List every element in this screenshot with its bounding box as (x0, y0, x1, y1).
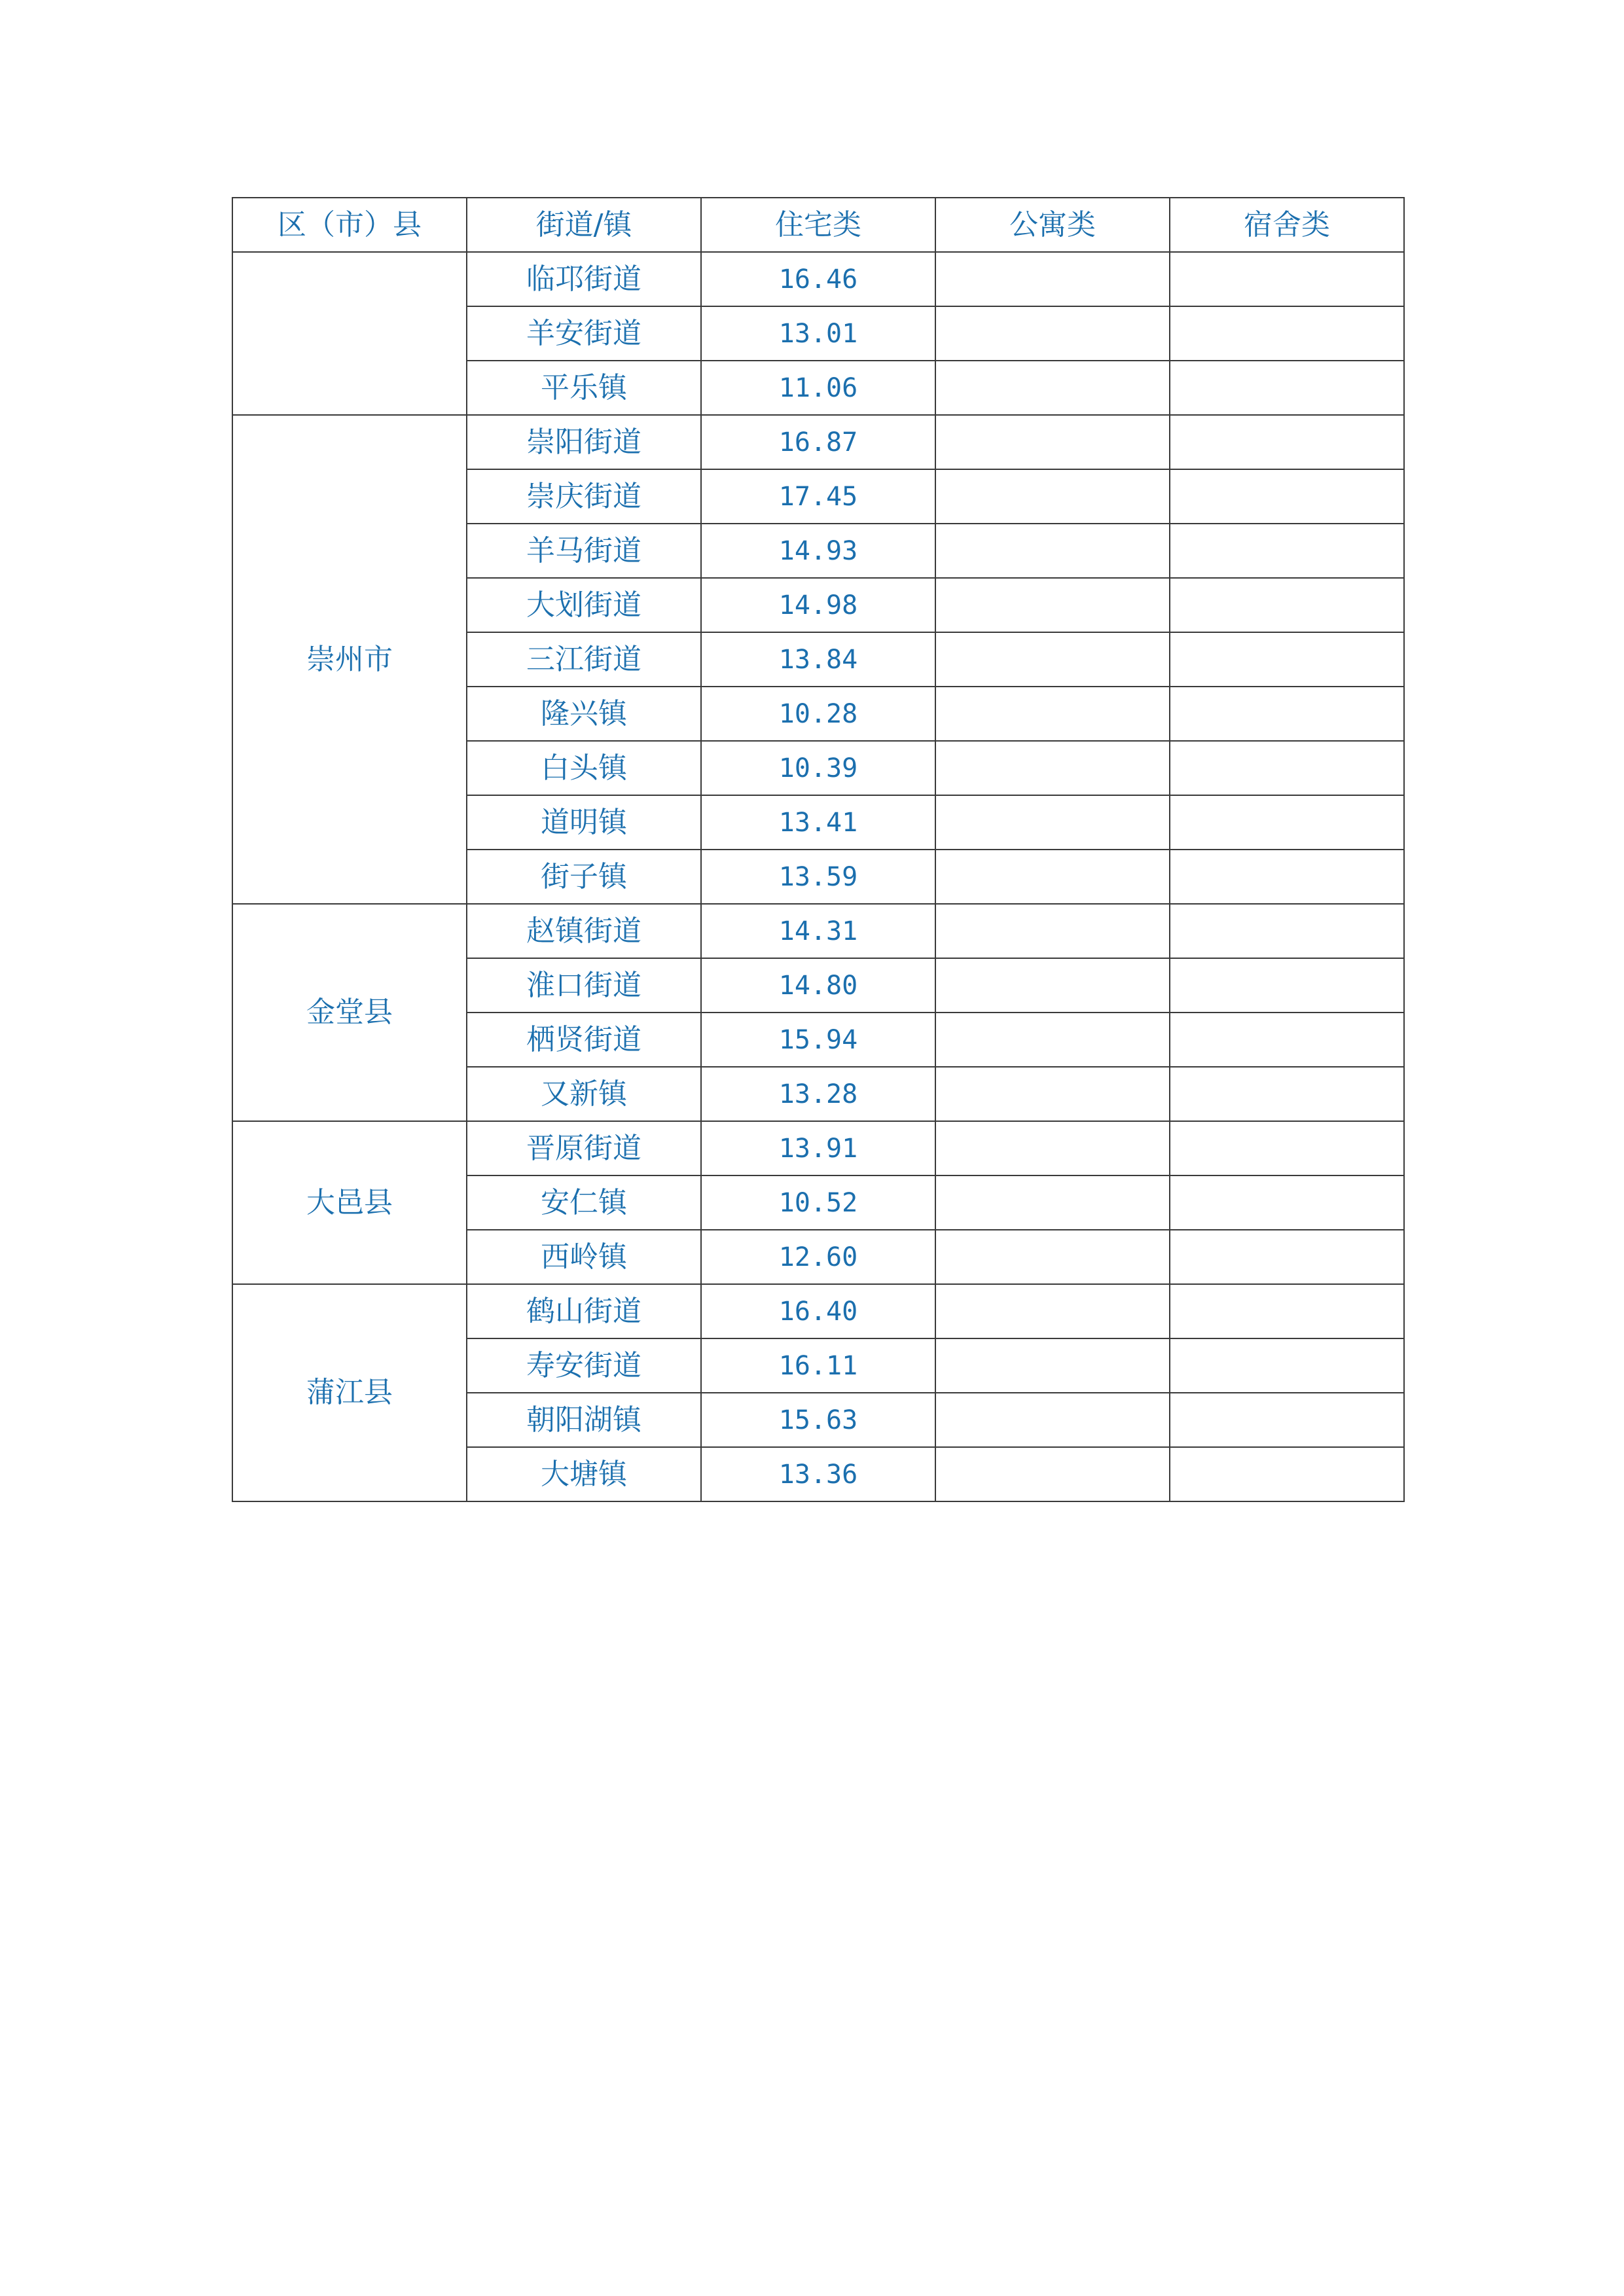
apartment-price-cell (935, 741, 1170, 795)
residential-price-cell: 13.84 (701, 632, 935, 687)
residential-price-cell: 10.28 (701, 687, 935, 741)
apartment-price-cell (935, 1067, 1170, 1121)
table-row (232, 904, 1404, 958)
apartment-price-cell (935, 904, 1170, 958)
table-row (232, 1284, 1404, 1338)
residential-price-cell: 13.59 (701, 850, 935, 904)
dormitory-price-cell (1170, 904, 1404, 958)
residential-price-cell: 15.63 (701, 1393, 935, 1447)
dormitory-price-cell (1170, 306, 1404, 361)
header-dormitory: 宿舍类 (1170, 198, 1404, 252)
apartment-price-cell (935, 415, 1170, 469)
street-cell: 朝阳湖镇 (467, 1393, 701, 1447)
apartment-price-cell (935, 1338, 1170, 1393)
residential-price-cell: 10.39 (701, 741, 935, 795)
dormitory-price-cell (1170, 524, 1404, 578)
residential-price-cell: 15.94 (701, 1013, 935, 1067)
residential-price-cell: 11.06 (701, 361, 935, 415)
street-cell: 三江街道 (467, 632, 701, 687)
dormitory-price-cell (1170, 469, 1404, 524)
street-cell: 平乐镇 (467, 361, 701, 415)
residential-price-cell: 16.11 (701, 1338, 935, 1393)
apartment-price-cell (935, 1121, 1170, 1175)
apartment-price-cell (935, 1230, 1170, 1284)
street-cell: 道明镇 (467, 795, 701, 850)
street-cell: 街子镇 (467, 850, 701, 904)
dormitory-price-cell (1170, 687, 1404, 741)
header-apartment: 公寓类 (935, 198, 1170, 252)
street-cell: 寿安街道 (467, 1338, 701, 1393)
dormitory-price-cell (1170, 795, 1404, 850)
street-cell: 羊安街道 (467, 306, 701, 361)
residential-price-cell: 13.91 (701, 1121, 935, 1175)
residential-price-cell: 14.31 (701, 904, 935, 958)
dormitory-price-cell (1170, 1284, 1404, 1338)
dormitory-price-cell (1170, 361, 1404, 415)
district-cell: 大邑县 (232, 1121, 467, 1284)
dormitory-price-cell (1170, 1067, 1404, 1121)
street-cell: 大划街道 (467, 578, 701, 632)
dormitory-price-cell (1170, 1121, 1404, 1175)
apartment-price-cell (935, 1175, 1170, 1230)
residential-price-cell: 10.52 (701, 1175, 935, 1230)
dormitory-price-cell (1170, 252, 1404, 306)
street-cell: 晋原街道 (467, 1121, 701, 1175)
apartment-price-cell (935, 578, 1170, 632)
apartment-price-cell (935, 1013, 1170, 1067)
residential-price-cell: 13.28 (701, 1067, 935, 1121)
residential-price-cell: 17.45 (701, 469, 935, 524)
dormitory-price-cell (1170, 578, 1404, 632)
district-cell (232, 252, 467, 415)
street-cell: 淮口街道 (467, 958, 701, 1013)
district-cell: 金堂县 (232, 904, 467, 1121)
apartment-price-cell (935, 687, 1170, 741)
residential-price-cell: 13.01 (701, 306, 935, 361)
dormitory-price-cell (1170, 958, 1404, 1013)
district-cell: 崇州市 (232, 415, 467, 904)
dormitory-price-cell (1170, 850, 1404, 904)
street-cell: 临邛街道 (467, 252, 701, 306)
table-row (232, 415, 1404, 469)
apartment-price-cell (935, 1284, 1170, 1338)
residential-price-cell: 12.60 (701, 1230, 935, 1284)
dormitory-price-cell (1170, 1175, 1404, 1230)
dormitory-price-cell (1170, 1447, 1404, 1501)
table-row (232, 1121, 1404, 1175)
street-cell: 隆兴镇 (467, 687, 701, 741)
residential-price-cell: 16.46 (701, 252, 935, 306)
apartment-price-cell (935, 1393, 1170, 1447)
apartment-price-cell (935, 795, 1170, 850)
dormitory-price-cell (1170, 1338, 1404, 1393)
table-header-row (232, 198, 1404, 252)
street-cell: 栖贤街道 (467, 1013, 701, 1067)
apartment-price-cell (935, 850, 1170, 904)
apartment-price-cell (935, 361, 1170, 415)
dormitory-price-cell (1170, 1230, 1404, 1284)
dormitory-price-cell (1170, 632, 1404, 687)
street-cell: 崇阳街道 (467, 415, 701, 469)
apartment-price-cell (935, 306, 1170, 361)
street-cell: 又新镇 (467, 1067, 701, 1121)
header-street: 街道/镇 (467, 198, 701, 252)
dormitory-price-cell (1170, 415, 1404, 469)
street-cell: 西岭镇 (467, 1230, 701, 1284)
residential-price-cell: 14.80 (701, 958, 935, 1013)
header-residential: 住宅类 (701, 198, 935, 252)
street-cell: 大塘镇 (467, 1447, 701, 1501)
table-body (232, 252, 1404, 1501)
header-district: 区（市）县 (232, 198, 467, 252)
dormitory-price-cell (1170, 1013, 1404, 1067)
apartment-price-cell (935, 252, 1170, 306)
dormitory-price-cell (1170, 741, 1404, 795)
street-cell: 羊马街道 (467, 524, 701, 578)
residential-price-cell: 16.40 (701, 1284, 935, 1338)
street-cell: 白头镇 (467, 741, 701, 795)
residential-price-cell: 16.87 (701, 415, 935, 469)
street-cell: 崇庆街道 (467, 469, 701, 524)
street-cell: 鹤山街道 (467, 1284, 701, 1338)
residential-price-cell: 14.98 (701, 578, 935, 632)
residential-price-cell: 14.93 (701, 524, 935, 578)
price-table (232, 197, 1405, 1502)
street-cell: 安仁镇 (467, 1175, 701, 1230)
apartment-price-cell (935, 632, 1170, 687)
district-cell: 蒲江县 (232, 1284, 467, 1501)
dormitory-price-cell (1170, 1393, 1404, 1447)
residential-price-cell: 13.41 (701, 795, 935, 850)
apartment-price-cell (935, 958, 1170, 1013)
table-row (232, 252, 1404, 306)
residential-price-cell: 13.36 (701, 1447, 935, 1501)
apartment-price-cell (935, 1447, 1170, 1501)
street-cell: 赵镇街道 (467, 904, 701, 958)
apartment-price-cell (935, 524, 1170, 578)
apartment-price-cell (935, 469, 1170, 524)
